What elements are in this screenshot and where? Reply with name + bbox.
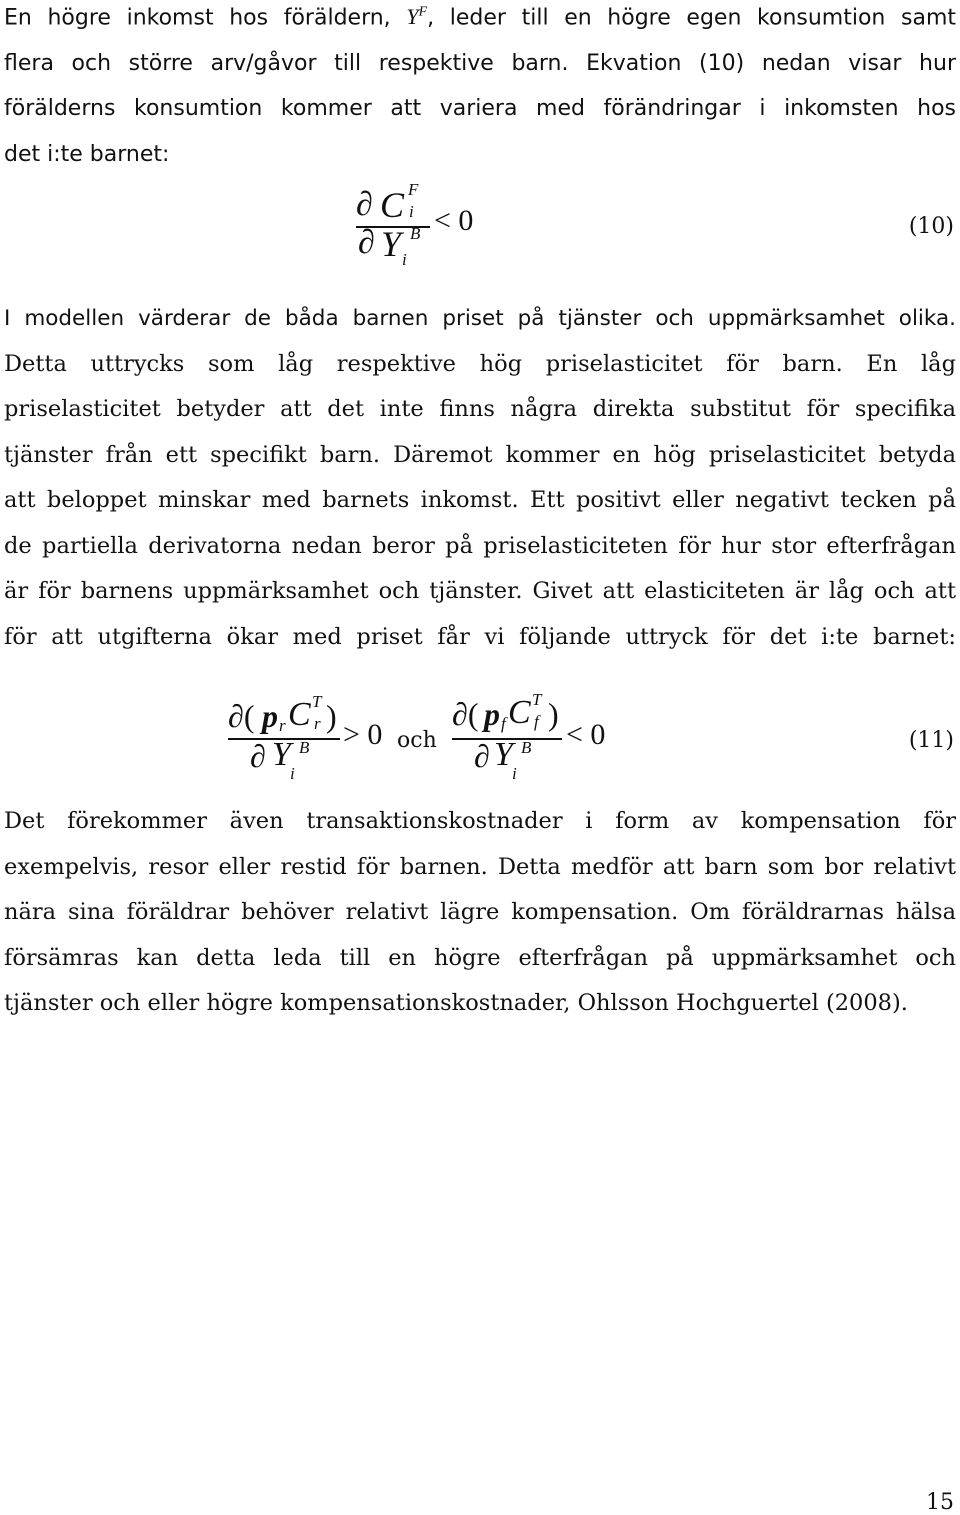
intro-line-2: flera och större arv/gåvor till respektive barn. Ekvation (10) nedan visar hur [4,50,956,76]
elasticity-line-3: priselasticitet betyder att det inte finns några direkta substitut för specifika [4,396,956,422]
transaction-line-5: tjänster och eller högre kompensationskostnader, Ohlsson Hochguertel (2008). [4,990,908,1016]
eq11-left-num-c-sup: T [312,692,322,711]
eq10-den-base: Y [381,224,402,264]
eq11-left-den-base: Y [272,736,291,773]
eq11-left-den-sub: i [290,764,295,783]
eq11-right-num-close: ) [548,696,559,732]
eq11-right-relation: < 0 [566,718,606,751]
intro-line-4: det i:te barnet: [4,141,170,167]
intro-inline-math [406,4,427,29]
elasticity-line-1: I modellen värderar de båda barnen priset på tjänster och uppmärksamhet olika. [4,306,956,331]
paragraph-elasticity [4,296,956,660]
eq11-left-den-partial: ∂ [250,738,266,774]
page-number: 15 [926,1490,954,1515]
eq10-relation: < 0 [434,204,474,237]
eq11-number: (11) [908,728,954,753]
eq11-connector: och [397,728,437,753]
eq11-left-den-sup: B [299,738,310,757]
eq11-left-relation: > 0 [343,718,383,751]
eq11-right-den-base: Y [494,736,513,773]
paragraph-intro [4,0,956,177]
eq10-den-sup: B [410,224,421,243]
eq10-number: (10) [908,214,954,239]
eq11-right-num-c: C [508,694,531,731]
eq11-left-num-p-sub: r [279,716,286,735]
eq11-left-num-open: ∂( [228,698,255,734]
inline-math-base: Y [406,4,419,30]
transaction-line-1: Det förekommer även transaktionskostnader i form av kompensation för [4,808,956,834]
transaction-line-2: exempelvis, resor eller restid för barnen. Detta medför att barn som bor relativt [4,853,956,880]
intro-line-1-text-b: , leder till en högre egen konsumtion samt [427,5,957,31]
eq11-left-num-c-sub: r [314,714,321,733]
transaction-line-3: nära sina föräldrar behöver relativt lägre kompensation. Om föräldrarnas hälsa [4,899,956,925]
eq11-right-den-partial: ∂ [474,738,490,774]
elasticity-line-7: är för barnens uppmärksamhet och tjänster. Givet att elasticiteten är låg och att [4,578,956,604]
eq11-right-den-sup: B [521,738,532,757]
elasticity-line-4: tjänster från ett specifikt barn. Däremot kommer en hög priselasticitet betyda [4,441,956,468]
eq10-den-partial: ∂ [358,224,375,261]
elasticity-line-8: för att utgifterna ökar med priset får vi följande uttryck för det i:te barnet: [4,623,956,650]
intro-line-1-text-a: En högre inkomst hos föräldern, [4,5,391,31]
eq11-right-num-c-sup: T [532,690,542,709]
eq11-left-num-p: p [262,698,278,734]
paragraph-transaction-costs [4,799,956,1027]
eq11-right-num-open: ∂( [452,696,479,732]
eq10-num-sub: i [409,202,414,221]
eq11-left-num-c: C [288,696,311,733]
eq11-right-num-p: p [484,696,500,732]
intro-line-1 [4,0,956,41]
intro-line-3: förälderns konsumtion kommer att variera med förändringar i inkomsten hos [4,96,956,122]
eq11-right-den-sub: i [512,764,517,783]
inline-math-sup: F [418,5,428,20]
elasticity-line-2: Detta uttrycks som låg respektive hög priselasticitet för barn. En låg [4,350,956,377]
eq10-num-sup: F [408,180,419,199]
elasticity-line-6: de partiella derivatorna nedan beror på priselasticiteten för hur stor efterfrågan [4,532,956,559]
equation-10 [0,178,960,273]
eq11-left-num-close: ) [326,698,337,734]
elasticity-line-5: att beloppet minskar med barnets inkomst. Ett positivt eller negativt tecken på [4,487,956,513]
equation-11 [0,688,960,788]
eq11-right-num-p-sub: f [501,714,506,733]
eq10-num-partial: ∂ [356,186,373,223]
eq10-den-sub: i [402,250,407,269]
eq10-num-base: C [380,185,405,225]
transaction-line-4: försämras kan detta leda till en högre efterfrågan på uppmärksamhet och [4,944,956,971]
eq11-right-num-c-sub: f [534,712,539,731]
